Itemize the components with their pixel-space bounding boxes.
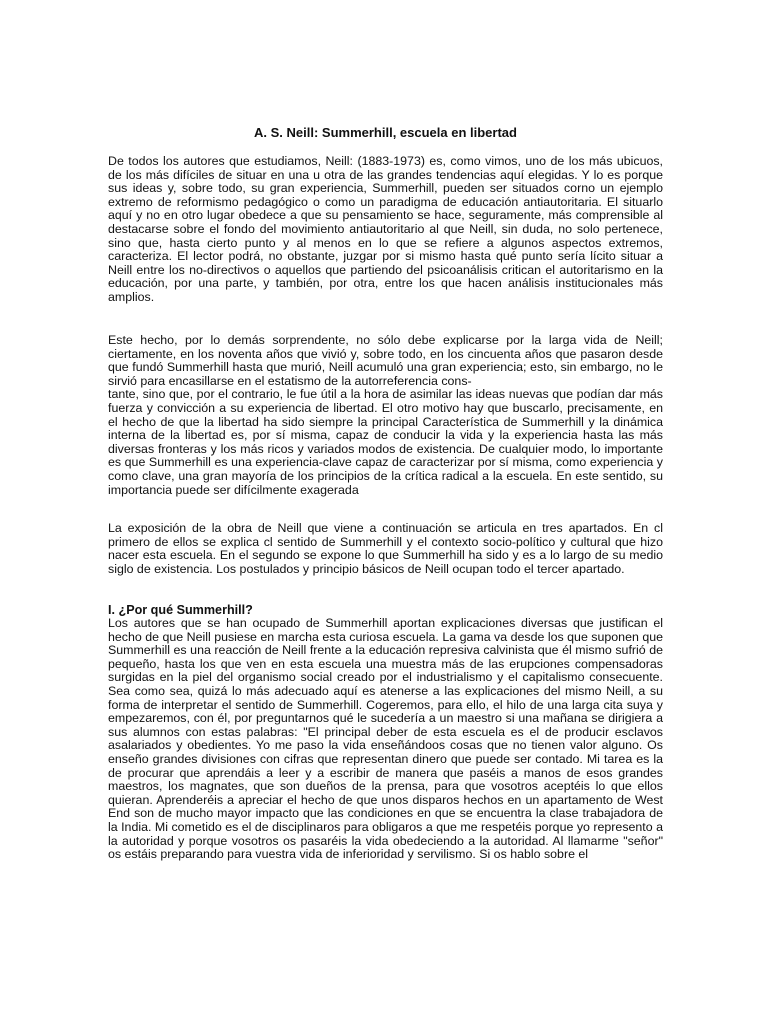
- paragraph-intro: De todos los autores que estudiamos, Neill: (1883-1973) es, como vimos, uno de los más ubicuos, de los más difíciles de situar en una u otra de las grandes tendencias aquí elegidas. Y lo es porque sus ideas y, sobre todo, su gran experiencia, Summerhill, pueden ser situados corno un ejemplo extremo de reformismo pedagógico o como un paradigma de educación antiautoritaria. El situarlo aquí y no en otro lugar obedece a que su pensamiento se hace, seguramente, más comprensible al destacarse sobre el fondo del movimiento antiautoritario al que Neill, sin duda, no solo pertenece, sino que, hasta cierto punto y al menos en lo que se refiere a algunos aspectos extremos, caracteriza. El lector podrá, no obstante, juzgar por si mismo hasta qué punto sería lícito situar a Neill entre los no-directivos o aquellos que partiendo del psicoanálisis critican el autoritarismo en la educación, por una parte, y también, por otra, entre los que hacen análisis institucionales más amplios.: [108, 154, 663, 304]
- document-title: A. S. Neill: Summerhill, escuela en libertad: [254, 125, 517, 140]
- paragraph-second: Este hecho, por lo demás sorprendente, no sólo debe explicarse por la larga vida de Neill; ciertamente, en los noventa años que vivió y, sobre todo, en los cincuenta años que pasaron desde que fundó Summerhill hasta que murió, Neill acumuló una gran experiencia; esto, sin embargo, no le sirvió para encasillarse en el estatismo de la autorreferencia cons- tante, sino que, por el contrario, le fue útil a la hora de asimilar las ideas nuevas que podían dar más fuerza y convicción a su experiencia de libertad. El otro motivo hay que buscarlo, precisamente, en el hecho de que la libertad ha sido siempre la principal Característica de Summerhill y la dinámica interna de la libertad es, por sí misma, capaz de conducir la vida y la experiencia hasta las más diversas fronteras y los más ricos y variados modos de existencia. De cualquier modo, lo importante es que Summerhill es una experiencia-clave capaz de caracterizar por sí misma, como experiencia y como clave, una gran mayoría de los principios de la crítica radical a la escuela. En este sentido, su importancia puede ser difícilmente exagerada: [108, 333, 663, 497]
- section-heading: I. ¿Por qué Summerhill?: [108, 603, 253, 617]
- paragraph-section-one: Los autores que se han ocupado de Summerhill aportan explicaciones diversas que justifican el hecho de que Neill pusiese en marcha esta curiosa escuela. La gama va desde los que suponen que Summerhill es una reacción de Neill frente a la educación represiva calvinista que él mismo sufrió de pequeño, hasta los que ven en esta escuela una muestra más de las erupciones compensadoras surgidas en la piel del organismo social creado por el industrialismo y el capitalismo consecuente. Sea como sea, quizá lo más adecuado aquí es atenerse a las explicaciones del mismo Neill, a su forma de interpretar el sentido de Summerhill. Cogeremos, para ello, el hilo de una larga cita suya y empezaremos, con él, por preguntarnos qué le sucedería a un maestro si una mañana se dirigiera a sus alumnos con estas palabras: "El principal deber de esta escuela es el de producir esclavos asalariados y obedientes. Yo me paso la vida enseñándoos cosas que no tienen valor alguno. Os enseño grandes divisiones con cifras que representan dinero que puede ser contado. Mi tarea es la de procurar que aprendáis a leer y a escribir de manera que paséis a manos de esos grandes maestros, los magnates, que son dueños de la prensa, para que vosotros aceptéis lo que ellos quieran. Aprenderéis a apreciar el hecho de que unos disparos hechos en un apartamento de West End son de mucho mayor impacto que las condiciones en que se encuentra la clase trabajadora de la India. Mi cometido es el de disciplinaros para obligaros a que me respetéis porque yo represento a la autoridad y porque vosotros os pasaréis la vida obedeciendo a la autoridad. Al llamarme "señor" os estáis preparando para vuestra vida de inferioridad y servilismo. Si os hablo sobre el: [108, 616, 663, 862]
- paragraph-outline: La exposición de la obra de Neill que viene a continuación se articula en tres apartados. En cl primero de ellos se explica cl sentido de Summerhill y el contexto socio-político y cultural que hizo nacer esta escuela. En el segundo se expone lo que Summerhill ha sido y es a lo largo de su medio siglo de existencia. Los postulados y principio básicos de Neill ocupan todo el tercer apartado.: [108, 521, 663, 576]
